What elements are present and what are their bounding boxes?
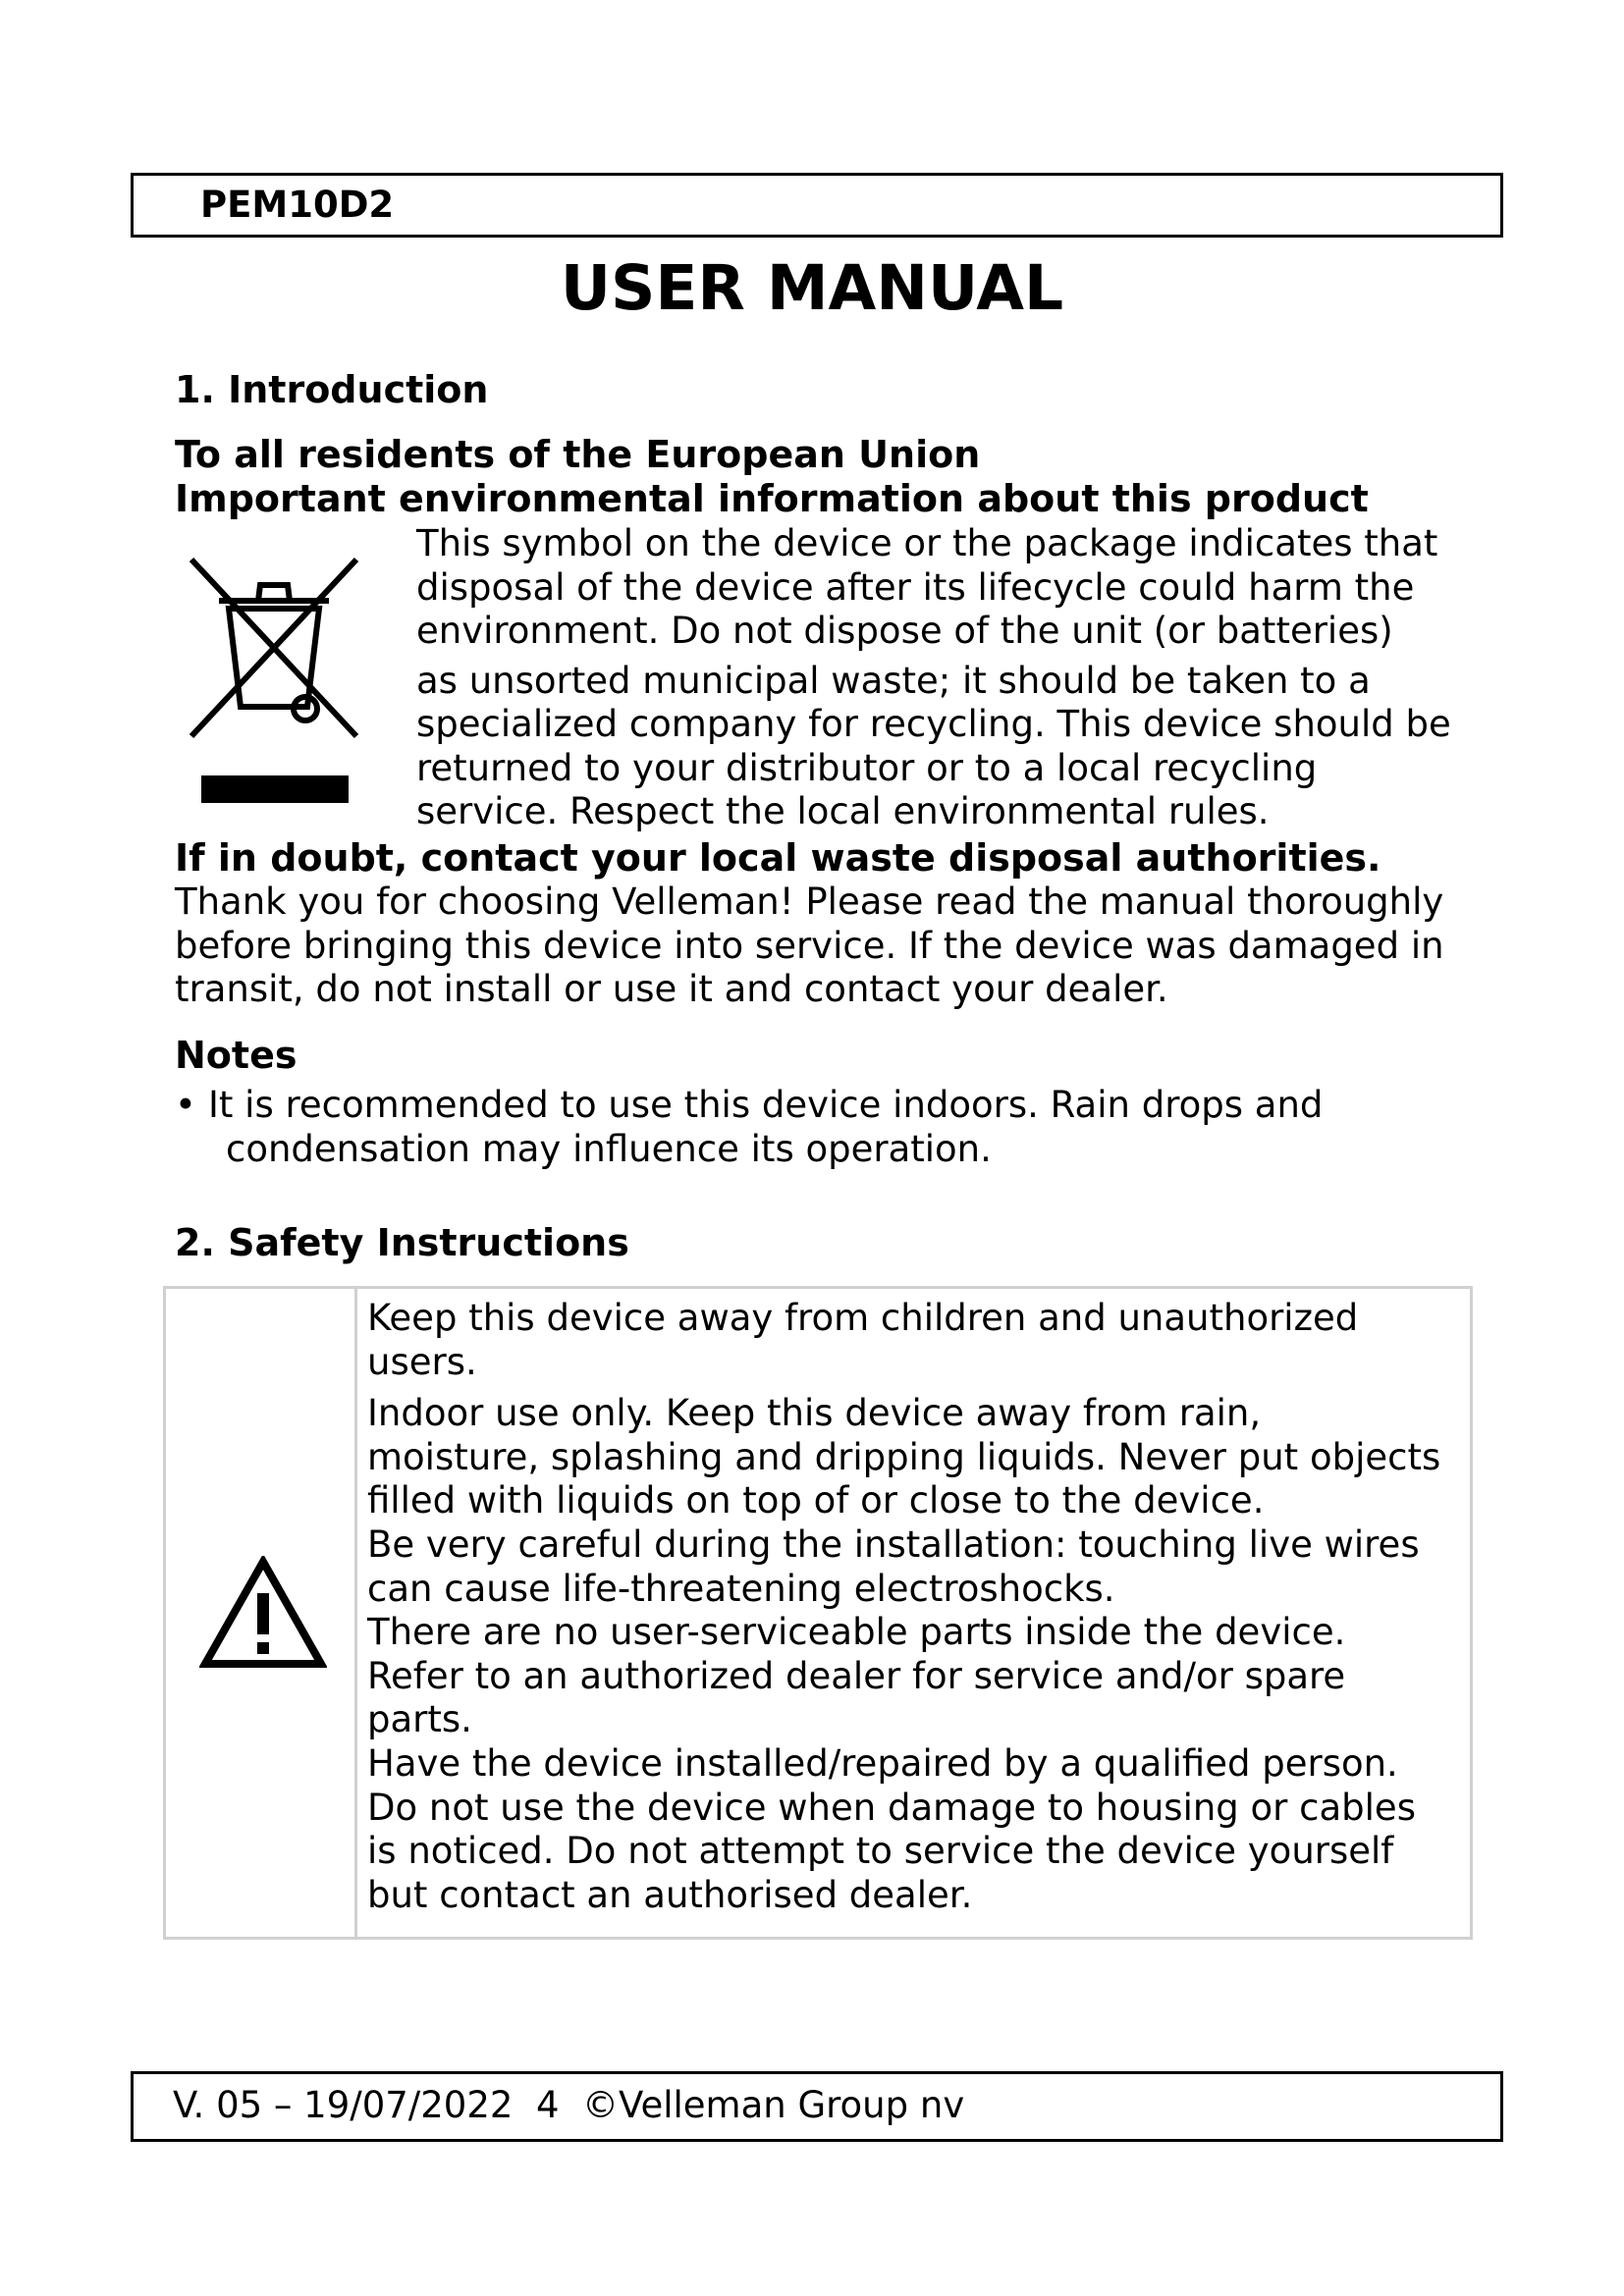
- safety-line: Be very careful during the installation: touching live wires: [367, 1522, 1420, 1566]
- notes-heading: Notes: [175, 1034, 298, 1077]
- intro-heading: 1. Introduction: [175, 368, 489, 411]
- safety-line: Do not use the device when damage to housing or cables: [367, 1786, 1416, 1829]
- footer-text: V. 05 – 19/07/2022 4 ©Velleman Group nv: [173, 2084, 965, 2126]
- thanks-paragraph: [175, 881, 1481, 1012]
- safety-text: [367, 1297, 1467, 1917]
- env-heading: Important environmental information about this product: [175, 477, 1369, 520]
- weee-line: returned to your distributor or to a local recycling: [416, 746, 1318, 789]
- list-item: [175, 1084, 1451, 1171]
- safety-line: Refer to an authorized dealer for service and/or spare: [367, 1654, 1346, 1697]
- bullet-icon: •: [175, 1084, 196, 1126]
- note-line: condensation may influence its operation.: [226, 1127, 992, 1170]
- weee-line: as unsorted municipal waste; it should be taken to a: [416, 659, 1371, 702]
- safety-heading: 2. Safety Instructions: [175, 1221, 629, 1264]
- safety-line: can cause life-threatening electroshocks.: [367, 1567, 1115, 1610]
- safety-line: Keep this device away from children and unauthorized: [367, 1297, 1359, 1339]
- thanks-line: Thank you for choosing Velleman! Please read the manual thoroughly: [175, 881, 1444, 923]
- safety-line: filled with liquids on top of or close to the device.: [367, 1479, 1265, 1522]
- model-number: PEM10D2: [200, 184, 395, 226]
- doubt-notice: If in doubt, contact your local waste disposal authorities.: [175, 836, 1381, 880]
- safety-line: parts.: [367, 1698, 472, 1741]
- weee-line: environment. Do not dispose of the unit (or batteries): [416, 610, 1393, 652]
- weee-line: disposal of the device after its lifecycle could harm the: [416, 565, 1415, 609]
- safety-line: There are no user-serviceable parts inside the device.: [367, 1611, 1346, 1654]
- page-title: USER MANUAL: [560, 252, 1064, 324]
- safety-line: Indoor use only. Keep this device away from rain,: [367, 1392, 1262, 1435]
- safety-line: Have the device installed/repaired by a qualified person.: [367, 1741, 1398, 1785]
- weee-line: This symbol on the device or the package indicates that: [416, 522, 1438, 564]
- weee-description: [416, 522, 1477, 834]
- safety-line: moisture, splashing and dripping liquids. Never put objects: [367, 1435, 1441, 1478]
- safety-line: is noticed. Do not attempt to service the device yourself: [367, 1830, 1394, 1873]
- eu-heading: To all residents of the European Union: [175, 433, 981, 476]
- notes-list: [175, 1084, 1451, 1171]
- safety-table: [163, 1286, 1473, 1940]
- table-divider: [354, 1289, 357, 1937]
- thanks-line: transit, do not install or use it and contact your dealer.: [175, 968, 1168, 1010]
- weee-line: specialized company for recycling. This device should be: [416, 703, 1451, 745]
- weee-bin-icon: [180, 550, 366, 815]
- warning-icon: [199, 1556, 327, 1670]
- note-line: It is recommended to use this device indoors. Rain drops and: [208, 1084, 1324, 1126]
- thanks-line: before bringing this device into service. If the device was damaged in: [175, 924, 1444, 967]
- safety-line: users.: [367, 1340, 477, 1383]
- weee-line: service. Respect the local environmental rules.: [416, 790, 1270, 832]
- safety-line: but contact an authorised dealer.: [367, 1873, 973, 1916]
